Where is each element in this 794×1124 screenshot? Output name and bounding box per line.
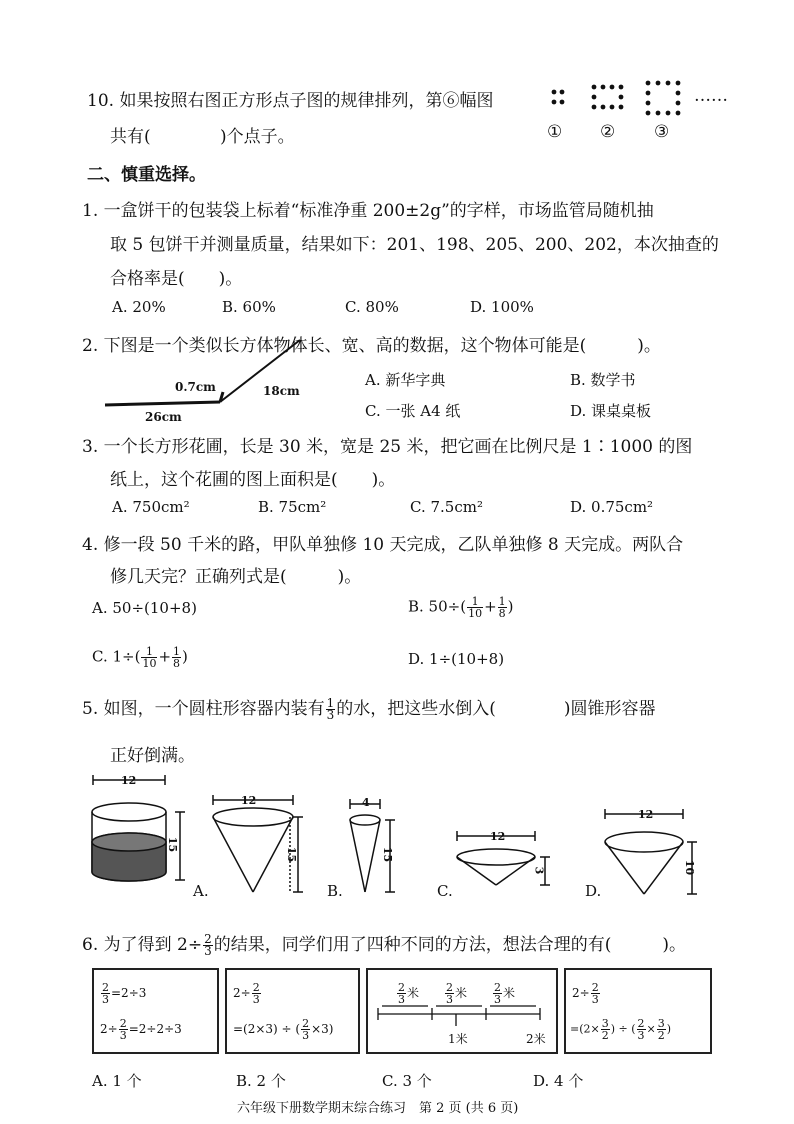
q6-option-d[interactable]: D. 4 个 [533,1072,584,1090]
cone-c-label[interactable]: C. [437,882,453,900]
cone-d-height: 10 [683,859,697,876]
cone-a-height: 15 [285,846,299,863]
q2-option-b[interactable]: B. 数学书 [570,371,636,389]
q3-option-c[interactable]: C. 7.5cm² [410,498,483,516]
q1-option-c[interactable]: C. 80% [345,298,399,316]
q5-line1: 5. 如图，一个圆柱形容器内装有 $\frac{1}{3}$ 的水，把这些水倒入( )圆锥形容器 [82,696,656,722]
q6-option-a[interactable]: A. 1 个 [92,1072,142,1090]
q3-line1: 3. 一个长方形花圃，长是 30 米，宽是 25 米，把它画在比例尺是 1∶1000 的图 [82,437,693,457]
q1-line3: 合格率是( )。 [110,269,243,289]
q4-option-c[interactable]: C. 1÷( $\frac{1}{10}$ + $\frac{1}{8}$ ) [92,645,188,670]
method-box-1: $\frac{2}{3}$ =2÷3 2÷ $\frac{2}{3}$ =2÷2÷3 [92,968,219,1054]
q1-line1: 1. 一盒饼干的包装袋上标着“标准净重 200±2g”的字样，市场监管局随机抽 [82,201,654,221]
method-box-4: 2÷ $\frac{2}{3}$ =(2× $\frac{3}{2}$ ) ÷ ( $\frac{2}{3}$ × $\frac{3}{2}$ ) [564,968,712,1054]
cone-a-diameter: 12 [241,794,257,807]
cylinder-height: 15 [166,836,180,853]
q4-line2: 修几天完？正确列式是( )。 [110,567,362,587]
method-box-2: 2÷ $\frac{2}{3}$ =(2×3) ÷ ( $\frac{2}{3}$ ×3) [225,968,360,1054]
q4-line1: 4. 修一段 50 千米的路，甲队单独修 10 天完成，乙队单独修 8 天完成。两队合 [82,535,684,555]
method-box-3: $\frac{2}{3}$ 米 $\frac{2}{3}$ 米 $\frac{2}{3}$ 米 1米 2米 [366,968,558,1054]
q4-option-d[interactable]: D. 1÷(10+8) [408,650,505,668]
q10-line2-a: 共有( [110,127,151,147]
q4-option-b[interactable]: B. 50÷( $\frac{1}{10}$ + $\frac{1}{8}$ ) [408,595,514,620]
q6-stem: 6. 为了得到 2÷ $\frac{2}{3}$ 的结果，同学们用了四种不同的方法，想法合理的有( )。 [82,932,686,958]
page-footer: 六年级下册数学期末综合练习 第 2 页 (共 6 页) [237,1101,519,1116]
cone-d-diameter: 12 [638,808,654,821]
q2-option-c[interactable]: C. 一张 A4 纸 [365,402,461,420]
q2-option-d[interactable]: D. 课桌桌板 [570,402,652,420]
q10-line1: 10. 如果按照右图正方形点子图的规律排列，第⑥幅图 [87,91,494,111]
cylinder-diameter: 12 [121,774,137,787]
q10-line2-b: )个点子。 [220,127,295,147]
q3-option-b[interactable]: B. 75cm² [258,498,327,516]
q6-option-b[interactable]: B. 2 个 [236,1072,286,1090]
q3-option-a[interactable]: A. 750cm² [112,498,190,516]
cone-d-label[interactable]: D. [585,882,602,900]
q6-option-c[interactable]: C. 3 个 [382,1072,432,1090]
cone-c-height: 3 [532,866,546,875]
dot-label-2: ② [600,122,616,142]
dim-width: 18cm [263,384,300,398]
q2-option-a[interactable]: A. 新华字典 [365,371,446,389]
dim-height: 0.7cm [175,380,216,394]
q4-option-a[interactable]: A. 50÷(10+8) [92,599,197,617]
dot-label-3: ③ [654,122,670,142]
section-title: 二、慎重选择。 [87,165,206,185]
cone-b-label[interactable]: B. [327,882,343,900]
cone-a-label[interactable]: A. [193,882,209,900]
cone-b-height: 15 [381,846,395,863]
number-line [372,1002,552,1032]
q3-option-d[interactable]: D. 0.75cm² [570,498,654,516]
cuboid-dimension-figure [105,340,325,410]
q1-option-b[interactable]: B. 60% [222,298,276,316]
dim-length: 26cm [145,410,182,424]
q1-option-a[interactable]: A. 20% [112,298,166,316]
q3-line2: 纸上，这个花圃的图上面积是( )。 [110,470,396,490]
q1-option-d[interactable]: D. 100% [470,298,534,316]
cylinder-cones-figure [85,772,785,902]
q2-stem: 2. 下图是一个类似长方体物体长、宽、高的数据，这个物体可能是( )。 [82,336,661,356]
q5-line2: 正好倒满。 [110,746,195,766]
cone-c-diameter: 12 [490,830,506,843]
q1-line2: 取 5 包饼干并测量质量，结果如下：201、198、205、200、202，本次抽查的 [110,235,719,255]
cone-b-diameter: 4 [362,796,370,809]
dots-ellipsis: …… [694,86,728,106]
dot-label-1: ① [547,122,563,142]
